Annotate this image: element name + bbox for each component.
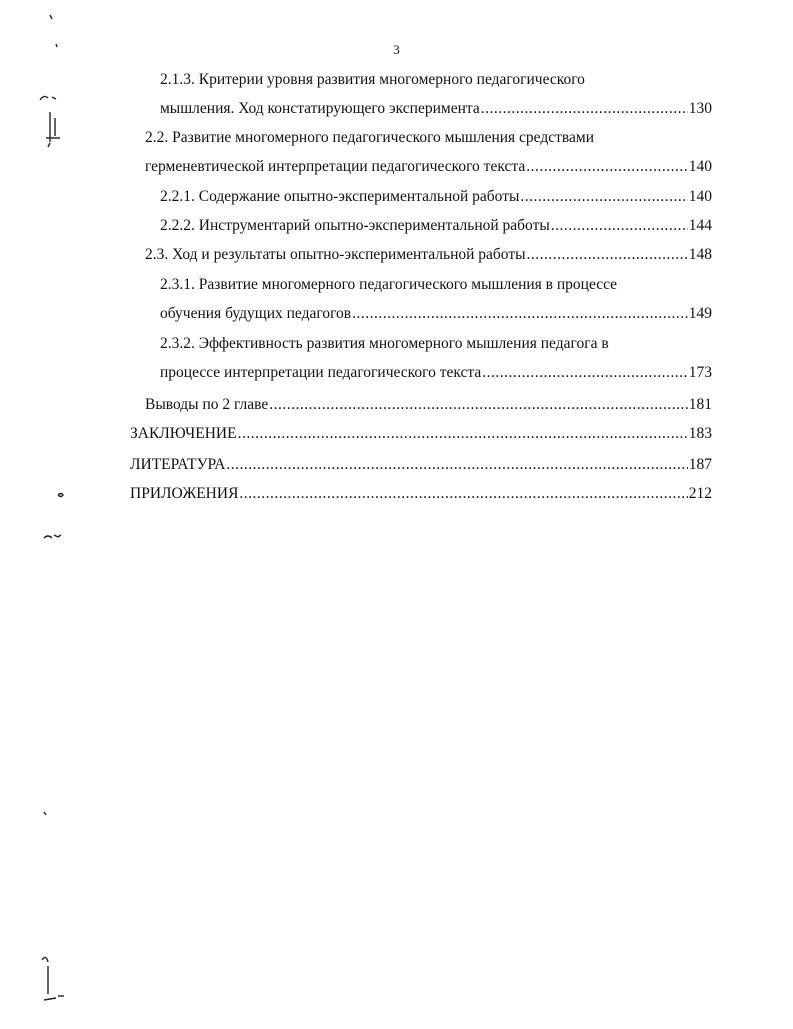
toc-entry-literature[interactable]	[130, 451, 712, 480]
toc-page-number: 173	[688, 364, 712, 381]
dot-leader	[551, 212, 688, 240]
toc-entry-title: 2.2.2. Инструментарий опытно-экспериментальной работы	[160, 217, 550, 234]
dot-leader	[352, 300, 688, 328]
scan-artifacts-icon	[0, 0, 80, 1024]
toc-entry-2-3[interactable]	[145, 241, 712, 270]
toc-entry-title: ПРИЛОЖЕНИЯ	[130, 485, 239, 502]
dot-leader	[527, 241, 688, 269]
toc-entry-title-continued: процессе интерпретации педагогического текста	[160, 364, 482, 381]
dot-leader	[238, 420, 688, 448]
toc-entry-title: 2.1.3. Критерии уровня развития многомерного педагогического	[160, 71, 585, 88]
toc-entry-2-3-1[interactable]	[160, 271, 712, 329]
toc-page-number: 181	[688, 396, 712, 413]
toc-entry-title: Выводы по 2 главе	[145, 396, 269, 413]
toc-entry-title: 2.2. Развитие многомерного педагогического мышления средствами	[145, 129, 594, 146]
toc-page-number: 140	[688, 158, 712, 175]
toc-entry-title: ЗАКЛЮЧЕНИЕ	[130, 425, 237, 442]
toc-page-number: 187	[688, 456, 712, 473]
toc-entry-title: 2.2.1. Содержание опытно-экспериментальной работы	[160, 188, 520, 205]
toc-entry-2-2-1[interactable]	[160, 183, 712, 212]
toc-page-number: 148	[688, 246, 712, 263]
toc-page-number: 212	[688, 485, 712, 502]
toc-entry-conclusion[interactable]	[130, 420, 712, 449]
toc-entry-title: 2.3.1. Развитие многомерного педагогического мышления в процессе	[160, 276, 618, 293]
toc-entry-title-continued: мышления. Ход констатирующего эксперимента	[160, 100, 480, 117]
toc-entry-title: ЛИТЕРАТУРА	[130, 456, 226, 473]
toc-entry-2-1-3[interactable]	[160, 66, 712, 124]
toc-entry-title: 2.3. Ход и результаты опытно-экспериментальной работы	[145, 246, 526, 263]
toc-page-number: 144	[688, 217, 712, 234]
toc-page-number: 140	[688, 188, 712, 205]
dot-leader	[482, 359, 688, 387]
toc-entry-2-3-2[interactable]	[160, 330, 712, 388]
dot-leader	[226, 451, 687, 479]
toc-entry-title-continued: герменевтической интерпретации педагогического текста	[145, 158, 526, 175]
page-number: 3	[393, 42, 400, 57]
dot-leader	[269, 391, 687, 419]
toc-page-number: 149	[688, 305, 712, 322]
toc-entry-2-2[interactable]	[145, 124, 712, 182]
toc-entry-2-2-2[interactable]	[160, 212, 712, 241]
dot-leader	[520, 183, 687, 211]
toc-page-number: 130	[688, 100, 712, 117]
toc-page-number: 183	[688, 425, 712, 442]
dot-leader	[526, 153, 688, 181]
toc-entry-conclusions-ch2[interactable]	[145, 391, 712, 420]
scan-margin-marks	[0, 0, 80, 1024]
toc-entry-title-continued: обучения будущих педагогов	[160, 305, 352, 322]
dot-leader	[481, 95, 688, 123]
dot-leader	[239, 480, 687, 508]
toc-entry-appendices[interactable]	[130, 480, 712, 509]
toc-entry-title: 2.3.2. Эффективность развития многомерного мышления педагога в	[160, 335, 609, 352]
